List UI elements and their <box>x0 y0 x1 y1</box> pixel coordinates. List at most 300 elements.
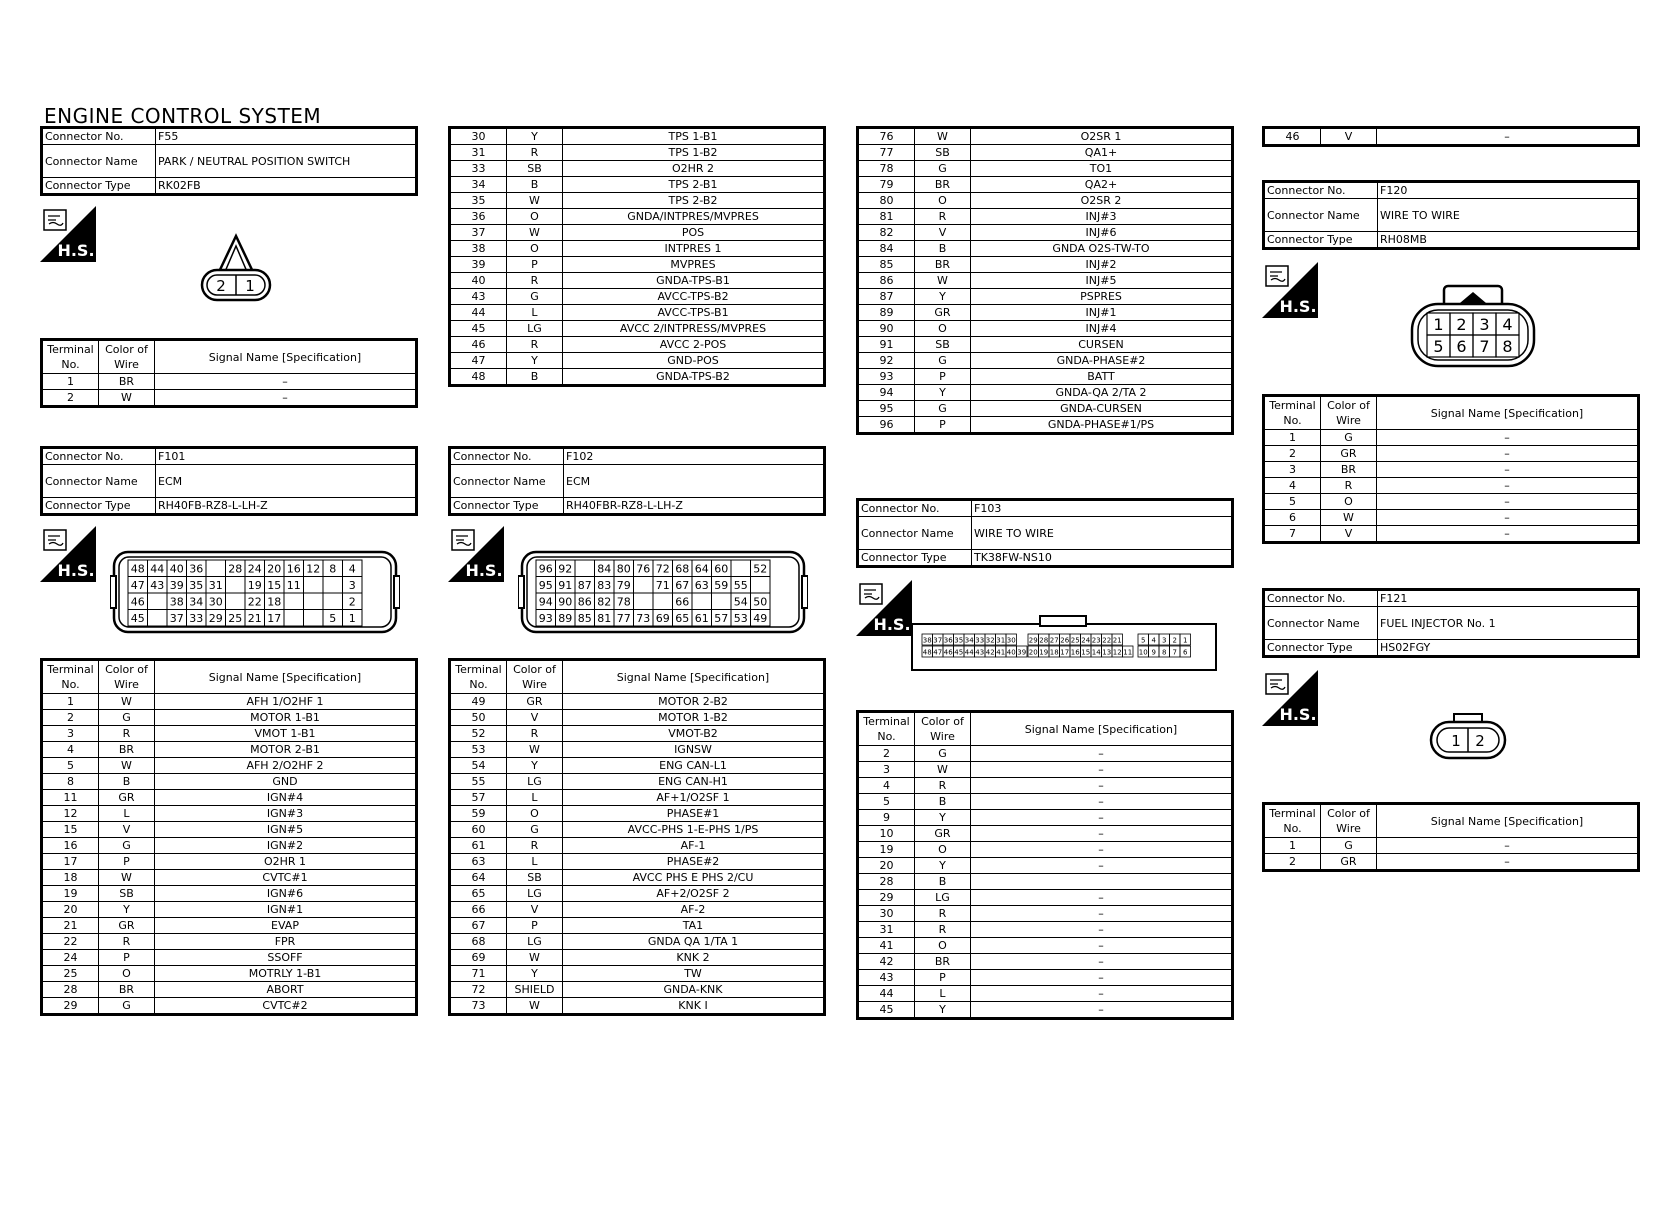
signal-name: QA2+ <box>971 177 1233 193</box>
signal-name: O2SR 2 <box>971 193 1233 209</box>
f101-pin-label: 38 <box>169 595 184 609</box>
terminal-no: 84 <box>858 241 915 257</box>
f103-pin-label: 10 <box>1138 648 1148 657</box>
f102-pin-label: 65 <box>675 612 690 625</box>
terminal-no: 93 <box>858 369 915 385</box>
signal-name: GNDA-KNK <box>563 982 825 998</box>
terminal-no: 95 <box>858 401 915 417</box>
signal-name: – <box>971 746 1233 762</box>
terminal-no: 86 <box>858 273 915 289</box>
terminal-no: 25 <box>42 966 99 982</box>
f101-pin-label: 28 <box>228 562 243 576</box>
terminal-no: 1 <box>1264 838 1321 854</box>
terminal-no: 2 <box>1264 854 1321 871</box>
wire-color: GR <box>915 826 971 842</box>
terminal-no: 55 <box>450 774 507 790</box>
f102-pin-label: 93 <box>538 612 553 625</box>
signal-name: – <box>971 762 1233 778</box>
terminal-no: 89 <box>858 305 915 321</box>
terminal-no: 72 <box>450 982 507 998</box>
f103-terminal-row <box>858 906 1233 922</box>
terminal-no: 39 <box>450 257 507 273</box>
terminal-no: 44 <box>858 986 915 1002</box>
signal-name: AF-2 <box>563 902 825 918</box>
wire-color: G <box>1321 430 1377 446</box>
signal-name: – <box>971 794 1233 810</box>
signal-name: PHASE#2 <box>563 854 825 870</box>
wire-color: L <box>915 986 971 1002</box>
wire-color: BR <box>99 374 155 390</box>
wire-color: G <box>915 353 971 369</box>
f102-terminal-row <box>858 369 1233 385</box>
f101-terminal-row <box>42 950 417 966</box>
f103-terminal-row <box>858 970 1233 986</box>
f101-pin-label: 1 <box>348 612 356 625</box>
f102-pin-label: 92 <box>558 562 573 576</box>
wire-color: W <box>915 273 971 289</box>
terminal-no: 12 <box>42 806 99 822</box>
f55-connector-diagram <box>198 232 278 308</box>
wire-color: O <box>915 842 971 858</box>
f101-pin-label: 4 <box>348 562 356 576</box>
f101-pin-label: 39 <box>169 579 184 592</box>
f101-pin-label: 30 <box>208 595 223 609</box>
f103-terminal-row <box>858 890 1233 906</box>
terminal-no: 6 <box>1264 510 1321 526</box>
signal-name: TO1 <box>971 161 1233 177</box>
wire-color: LG <box>507 321 563 337</box>
signal-name: INJ#3 <box>971 209 1233 225</box>
wire-color: V <box>99 822 155 838</box>
f103-terminal-row <box>858 954 1233 970</box>
f102-pin-label: 80 <box>616 562 631 576</box>
wire-color: GR <box>1321 446 1377 462</box>
wire-color: BR <box>915 954 971 970</box>
signal-name: IGN#3 <box>155 806 417 822</box>
f102-pin-label: 84 <box>597 562 612 576</box>
f101-terminal-row <box>42 886 417 902</box>
wire-color: BR <box>915 177 971 193</box>
terminal-no: 68 <box>450 934 507 950</box>
f102-pin-label: 66 <box>675 595 690 609</box>
signal-name: TPS 1-B1 <box>563 128 825 145</box>
terminal-no: 46 <box>450 337 507 353</box>
signal-name: GNDA-CURSEN <box>971 401 1233 417</box>
terminal-no: 8 <box>42 774 99 790</box>
f55-terminal-row <box>42 390 417 407</box>
terminal-no: 18 <box>42 870 99 886</box>
f102-pin-label: 52 <box>753 562 768 576</box>
f103-terminal-table: Terminal No. Color of Wire Signal Name [Specification] 2 G – 3 W – 4 R – 5 B – 9 Y – 10 GR – 19 O – 20 Y – 28 B 29 LG – 30 R – 31 R – 41 O – 42 BR – 43 P – 44 L – 45 Y – <box>856 710 1234 1020</box>
f103-pin-label: 17 <box>1060 648 1070 657</box>
f121-terminal-row <box>1264 838 1639 854</box>
terminal-no: 61 <box>450 838 507 854</box>
terminal-no: 48 <box>450 369 507 386</box>
terminal-no: 63 <box>450 854 507 870</box>
f103-pin-label: 33 <box>975 636 985 645</box>
f103-pin-label: 23 <box>1091 636 1101 645</box>
f102-terminal-row <box>858 225 1233 241</box>
wire-color: G <box>99 998 155 1015</box>
terminal-no: 2 <box>858 746 915 762</box>
f101-terminal-row <box>450 128 825 145</box>
wire-color: R <box>915 906 971 922</box>
f101-terminal-row <box>42 806 417 822</box>
f103-pin-label: 40 <box>1006 648 1016 657</box>
f103-info: Connector No. F103 Connector Name WIRE TO WIRE Connector Type TK38FW-NS10 <box>856 498 1234 568</box>
f102-pin-label: 89 <box>558 612 573 625</box>
f102-terminal-row <box>858 401 1233 417</box>
f121-terminal-row <box>1264 854 1639 871</box>
signal-name: MOTOR 2-B2 <box>563 694 825 710</box>
f102-pin-label: 55 <box>733 579 748 592</box>
f120-terminal-row <box>1264 526 1639 543</box>
signal-name: TPS 2-B2 <box>563 193 825 209</box>
signal-name: MOTOR 1-B1 <box>155 710 417 726</box>
terminal-no: 85 <box>858 257 915 273</box>
f103-pin-label: 37 <box>933 636 943 645</box>
f101-terminal-row <box>42 710 417 726</box>
terminal-no: 30 <box>858 906 915 922</box>
wire-color: V <box>1321 526 1377 543</box>
terminal-no: 2 <box>1264 446 1321 462</box>
signal-name: ENG CAN-L1 <box>563 758 825 774</box>
f101-terminal-row <box>42 902 417 918</box>
f101-pin-label: 35 <box>189 579 204 592</box>
wire-color: LG <box>915 890 971 906</box>
f101-pin-label: 48 <box>130 562 145 576</box>
f120-pin-label: 1 <box>1433 315 1444 334</box>
f103-pin-label: 26 <box>1060 636 1070 645</box>
wire-color: Y <box>507 353 563 369</box>
terminal-no: 17 <box>42 854 99 870</box>
signal-name: O2HR 1 <box>155 854 417 870</box>
f102-pin-label: 87 <box>577 579 592 592</box>
f55-info: Connector No. F55 Connector Name PARK / NEUTRAL POSITION SWITCH Connector Type RK02FB <box>40 126 418 196</box>
f101-pin-label: 24 <box>247 562 262 576</box>
f55-terminal-table: Terminal No. Color of Wire Signal Name [Specification] 1 BR – 2 W – <box>40 338 418 408</box>
f102-no: F102 <box>564 448 825 465</box>
f103-pin-label: 34 <box>964 636 974 645</box>
wire-color: W <box>507 998 563 1015</box>
f120-name: WIRE TO WIRE <box>1378 199 1639 232</box>
wire-color: W <box>99 870 155 886</box>
terminal-no: 92 <box>858 353 915 369</box>
f102-pin-label: 79 <box>616 579 631 592</box>
signal-name: – <box>971 778 1233 794</box>
f102-terminal-row <box>450 966 825 982</box>
f101-terminal-table: Terminal No. Color of Wire Signal Name [Specification] 1 W AFH 1/O2HF 1 2 G MOTOR 1-B1 3 R VMOT 1-B1 4 BR MOTOR 2-B1 5 W AFH 2/O2HF 2 8 B GND 11 GR IGN#4 12 L IGN#3 15 V IGN#5 16 G IGN#2 17 P O2HR 1 18 W CVTC#1 19 SB IGN#6 20 Y IGN#1 21 GR EVAP 22 R FPR 24 P SSOFF 25 O MOTRLY 1-B1 28 BR ABORT 29 G CVTC#2 <box>40 658 418 1016</box>
wire-color: R <box>99 726 155 742</box>
f101-terminal-row <box>42 822 417 838</box>
f103-no: F103 <box>972 500 1233 517</box>
f121-info: Connector No. F121 Connector Name FUEL INJECTOR No. 1 Connector Type HS02FGY <box>1262 588 1640 658</box>
f55-terminal-row <box>42 374 417 390</box>
page-title: ENGINE CONTROL SYSTEM <box>44 104 322 128</box>
terminal-no: 22 <box>42 934 99 950</box>
wire-color: W <box>99 390 155 407</box>
signal-name: – <box>971 986 1233 1002</box>
f101-no: F101 <box>156 448 417 465</box>
wire-color: W <box>507 225 563 241</box>
terminal-no: 71 <box>450 966 507 982</box>
terminal-no: 81 <box>858 209 915 225</box>
f120-type: RH08MB <box>1378 232 1639 249</box>
wire-color: G <box>99 838 155 854</box>
signal-name: AF+2/O2SF 2 <box>563 886 825 902</box>
f102-pin-label: 61 <box>694 612 709 625</box>
wire-color: GR <box>99 790 155 806</box>
terminal-no: 10 <box>858 826 915 842</box>
f55-pin: 1 <box>245 277 255 295</box>
f102-pin-label: 77 <box>616 612 631 625</box>
signal-name: ENG CAN-H1 <box>563 774 825 790</box>
f101-pin-label: 46 <box>130 595 145 609</box>
signal-name: – <box>971 858 1233 874</box>
wire-color: W <box>915 128 971 145</box>
signal-name: GND <box>155 774 417 790</box>
wire-color: GR <box>507 694 563 710</box>
terminal-no: 2 <box>42 710 99 726</box>
wire-color: O <box>507 241 563 257</box>
wire-color: B <box>99 774 155 790</box>
f101-pin-label: 19 <box>247 579 262 592</box>
f102-pin-label: 90 <box>558 595 573 609</box>
f103-pin-label: 25 <box>1070 636 1080 645</box>
f101-terminal-row <box>42 774 417 790</box>
signal-name: – <box>971 810 1233 826</box>
f101-pin-label: 22 <box>247 595 262 609</box>
signal-name: PSPRES <box>971 289 1233 305</box>
f103-pin-label: 3 <box>1162 636 1167 645</box>
signal-name: VMOT 1-B1 <box>155 726 417 742</box>
f102-terminal-row <box>858 241 1233 257</box>
terminal-no: 65 <box>450 886 507 902</box>
wire-color: P <box>915 970 971 986</box>
signal-name: AVCC 2/INTPRESS/MVPRES <box>563 321 825 337</box>
f101-pin-label: 16 <box>286 562 301 576</box>
f103-pin-label: 13 <box>1102 648 1112 657</box>
wire-color: B <box>507 177 563 193</box>
signal-name: – <box>1377 478 1639 494</box>
terminal-no: 29 <box>42 998 99 1015</box>
signal-name: IGN#4 <box>155 790 417 806</box>
f121-type: HS02FGY <box>1378 640 1639 657</box>
f103-pin-label: 19 <box>1039 648 1049 657</box>
wire-color: P <box>915 369 971 385</box>
f103-pin-label: 21 <box>1112 636 1122 645</box>
signal-name: – <box>1377 446 1639 462</box>
wire-color: Y <box>507 128 563 145</box>
f101-terminal-row <box>450 177 825 193</box>
f101-terminal-row <box>450 241 825 257</box>
f102-terminal-row <box>858 337 1233 353</box>
f101-pin-label: 8 <box>329 562 337 576</box>
f103-pin-label: 18 <box>1049 648 1059 657</box>
wire-color: L <box>507 854 563 870</box>
f120-pin-label: 6 <box>1456 337 1467 356</box>
f120-terminal-row <box>1264 494 1639 510</box>
f101-pin-label: 36 <box>189 562 204 576</box>
signal-name: AVCC-TPS-B1 <box>563 305 825 321</box>
f120-terminal-row <box>1264 430 1639 446</box>
terminal-no: 96 <box>858 417 915 434</box>
f103-pin-label: 42 <box>985 648 995 657</box>
terminal-no: 37 <box>450 225 507 241</box>
terminal-no: 69 <box>450 950 507 966</box>
wire-color: L <box>507 305 563 321</box>
hs-icon <box>856 580 912 636</box>
f102-info: Connector No. F102 Connector Name ECM Connector Type RH40FBR-RZ8-L-LH-Z <box>448 446 826 516</box>
f102-pin-label: 63 <box>694 579 709 592</box>
f103-pin-label: 22 <box>1102 636 1112 645</box>
f120-pin-label: 8 <box>1502 337 1513 356</box>
f103-terminal-row <box>858 778 1233 794</box>
terminal-no: 82 <box>858 225 915 241</box>
f103-pin-label: 7 <box>1172 648 1177 657</box>
wire-color: BR <box>99 742 155 758</box>
f103-terminal-row <box>858 986 1233 1002</box>
f101-pin-label: 45 <box>130 612 145 625</box>
hs-icon <box>40 526 96 582</box>
wire-color: R <box>507 726 563 742</box>
terminal-no: 1 <box>42 374 99 390</box>
f102-pin-label: 60 <box>714 562 729 576</box>
terminal-no: 91 <box>858 337 915 353</box>
f102-terminal-row <box>858 353 1233 369</box>
wire-color: GR <box>99 918 155 934</box>
wire-color: G <box>915 746 971 762</box>
terminal-no: 44 <box>450 305 507 321</box>
f102-terminal-row <box>450 870 825 886</box>
f102-pin-label: 94 <box>538 595 553 609</box>
f102-pin-label: 57 <box>714 612 729 625</box>
terminal-no: 76 <box>858 128 915 145</box>
f101-terminal-row <box>42 854 417 870</box>
f55-pin: 2 <box>216 277 226 295</box>
terminal-no: 31 <box>450 145 507 161</box>
terminal-no: 77 <box>858 145 915 161</box>
signal-name: IGNSW <box>563 742 825 758</box>
wire-color: SB <box>99 886 155 902</box>
f103-terminal-row <box>858 922 1233 938</box>
wire-color: O <box>915 193 971 209</box>
wire-color: R <box>915 209 971 225</box>
f101-pin-label: 21 <box>247 612 262 625</box>
f121-pin: 1 <box>1451 732 1461 750</box>
signal-name: AVCC 2-POS <box>563 337 825 353</box>
terminal-no: 64 <box>450 870 507 886</box>
wire-color: SB <box>915 337 971 353</box>
f121-connector-diagram <box>1428 712 1508 762</box>
f101-terminal-row <box>42 790 417 806</box>
signal-name: – <box>971 970 1233 986</box>
wire-color: SB <box>915 145 971 161</box>
f102-terminal-row <box>450 742 825 758</box>
f101-terminal-row <box>42 918 417 934</box>
wire-color: V <box>507 710 563 726</box>
signal-name: – <box>1377 462 1639 478</box>
f101-terminal-row <box>450 209 825 225</box>
f103-terminal-row <box>1264 128 1639 146</box>
f103-pin-label: 48 <box>922 648 932 657</box>
svg-text:H.S.: H.S. <box>873 615 911 634</box>
f101-terminal-row <box>42 726 417 742</box>
wire-color: P <box>507 918 563 934</box>
signal-name: GNDA/INTPRES/MVPRES <box>563 209 825 225</box>
f102-terminal-row <box>858 385 1233 401</box>
f101-pin-label: 12 <box>306 562 321 576</box>
terminal-no: 90 <box>858 321 915 337</box>
wire-color: G <box>915 401 971 417</box>
signal-name: AVCC PHS E PHS 2/CU <box>563 870 825 886</box>
wire-color: GR <box>1321 854 1377 871</box>
f103-terminal-row <box>858 762 1233 778</box>
f101-pin-label: 25 <box>228 612 243 625</box>
terminal-no: 20 <box>858 858 915 874</box>
wire-color: R <box>99 934 155 950</box>
wire-color: O <box>507 806 563 822</box>
f101-terminal-row <box>450 193 825 209</box>
f101-pin-label: 33 <box>189 612 204 625</box>
wire-color: V <box>1321 128 1377 146</box>
f101-terminal-row <box>450 225 825 241</box>
terminal-no: 5 <box>858 794 915 810</box>
f102-pin-label: 71 <box>655 579 670 592</box>
f103-pin-label: 11 <box>1123 648 1133 657</box>
f103-pin-label: 44 <box>964 648 974 657</box>
terminal-no: 28 <box>858 874 915 890</box>
signal-name: INJ#6 <box>971 225 1233 241</box>
signal-name: EVAP <box>155 918 417 934</box>
terminal-no: 4 <box>1264 478 1321 494</box>
f120-pin-label: 2 <box>1456 315 1467 334</box>
svg-text:H.S.: H.S. <box>465 561 503 580</box>
f101-pin-label: 11 <box>286 579 301 592</box>
svg-text:H.S.: H.S. <box>57 241 95 260</box>
wire-color: W <box>507 193 563 209</box>
wire-color: W <box>99 758 155 774</box>
signal-name: SSOFF <box>155 950 417 966</box>
f121-terminal-table: Terminal No. Color of Wire Signal Name [Specification] 1 G – 2 GR – <box>1262 802 1640 872</box>
f102-terminal-row <box>858 417 1233 434</box>
wire-color: G <box>507 289 563 305</box>
wire-color: W <box>507 742 563 758</box>
f102-terminal-row <box>450 694 825 710</box>
wire-color: SB <box>507 161 563 177</box>
f120-pin-label: 4 <box>1502 315 1513 334</box>
terminal-no: 19 <box>42 886 99 902</box>
f103-pin-label: 29 <box>1028 636 1038 645</box>
f102-terminal-row <box>450 726 825 742</box>
f120-terminal-table: Terminal No. Color of Wire Signal Name [Specification] 1 G – 2 GR – 3 BR – 4 R – 5 O – 6 W – 7 V – <box>1262 394 1640 544</box>
signal-name: KNK 2 <box>563 950 825 966</box>
terminal-no: 31 <box>858 922 915 938</box>
signal-name: MVPRES <box>563 257 825 273</box>
f101-terminal-row <box>42 694 417 710</box>
f103-pin-label: 16 <box>1070 648 1080 657</box>
f101-name: ECM <box>156 465 417 498</box>
signal-name: – <box>1377 430 1639 446</box>
svg-text:H.S.: H.S. <box>1279 297 1317 316</box>
wire-color: R <box>915 922 971 938</box>
terminal-no: 30 <box>450 128 507 145</box>
terminal-no: 20 <box>42 902 99 918</box>
terminal-no: 3 <box>858 762 915 778</box>
wire-color: P <box>915 417 971 434</box>
signal-name: – <box>1377 526 1639 543</box>
signal-name: – <box>971 1002 1233 1019</box>
